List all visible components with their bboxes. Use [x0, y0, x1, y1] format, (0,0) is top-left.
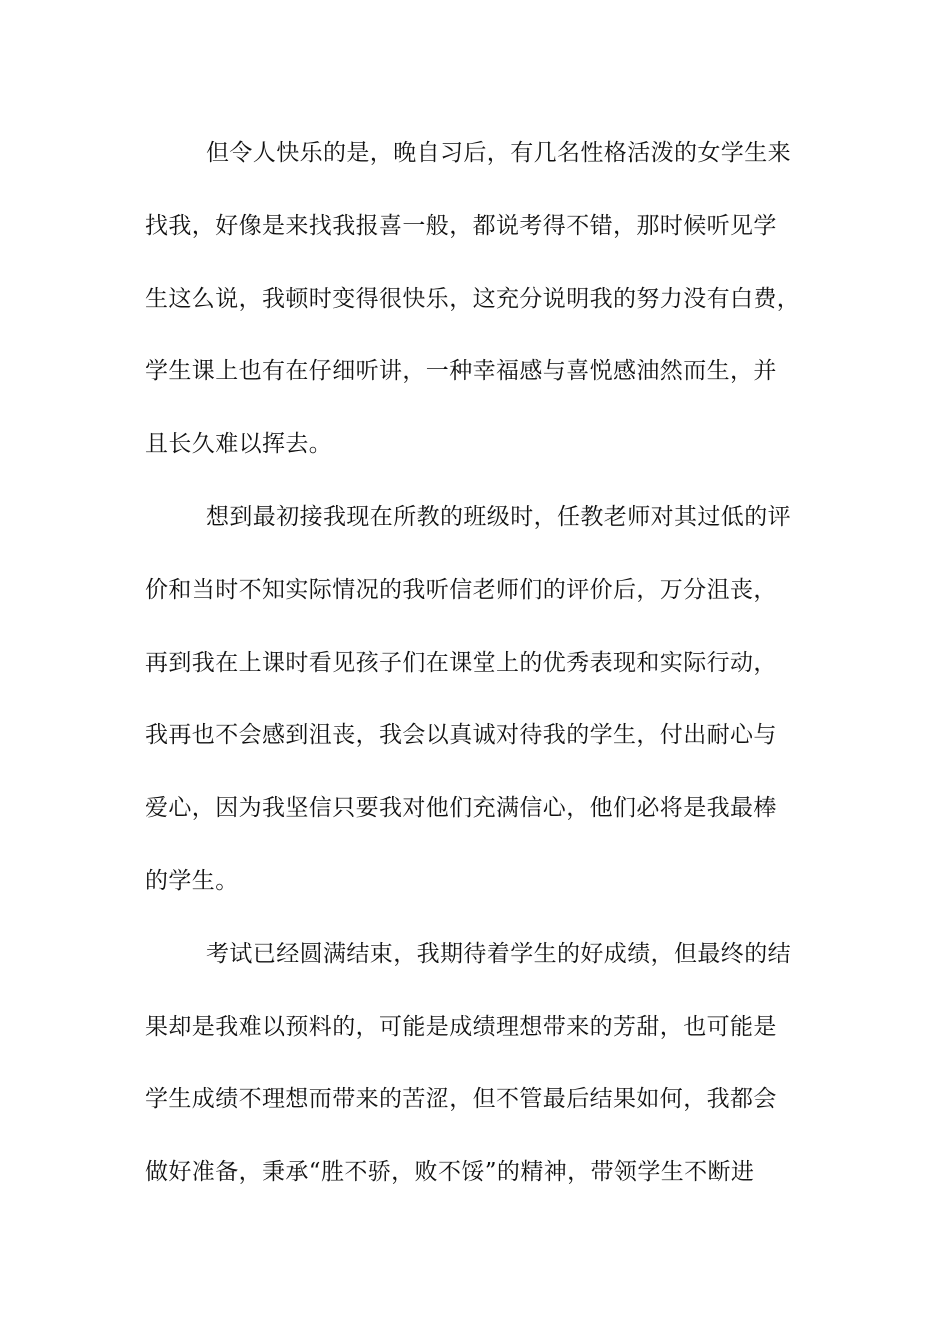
text-line: 我再也不会感到沮丧，我会以真诚对待我的学生，付出耐心与: [145, 722, 777, 749]
text-line: 再到我在上课时看见孩子们在课堂上的优秀表现和实际行动，: [145, 649, 777, 676]
text-line: 但令人快乐的是，晚自习后，有几名性格活泼的女学生来: [206, 140, 791, 166]
text-line: 且长久难以挥去。: [145, 431, 333, 458]
text-line: 爱心，因为我坚信只要我对他们充满信心，他们必将是我最棒: [145, 795, 777, 822]
text-line: 做好准备，秉承“胜不骄，败不馁”的精神，带领学生不断进: [145, 1159, 755, 1186]
text-line: 学生课上也有在仔细听讲，一种幸福感与喜悦感油然而生，并: [145, 358, 777, 385]
text-line: 找我，好像是来找我报喜一般，都说考得不错，那时候听见学: [145, 212, 777, 239]
body-text: [145, 128, 835, 1220]
text-line: 考试已经圆满结束，我期待着学生的好成绩，但最终的结: [206, 940, 791, 967]
text-line: 学生成绩不理想而带来的苦涩，但不管最后结果如何，我都会: [145, 1086, 777, 1113]
text-line: 的学生。: [145, 867, 239, 894]
text-line: 生这么说，我顿时变得很快乐，这充分说明我的努力没有白费，: [145, 285, 801, 312]
text-line: 想到最初接我现在所教的班级时，任教老师对其过低的评: [206, 503, 791, 530]
paragraph-2: [145, 492, 835, 929]
paragraph-3: [145, 929, 835, 1220]
text-line: 果却是我难以预料的，可能是成绩理想带来的芳甜，也可能是: [145, 1013, 777, 1040]
text-line: 价和当时不知实际情况的我听信老师们的评价后，万分沮丧，: [145, 576, 777, 603]
paragraph-1: [145, 128, 835, 492]
